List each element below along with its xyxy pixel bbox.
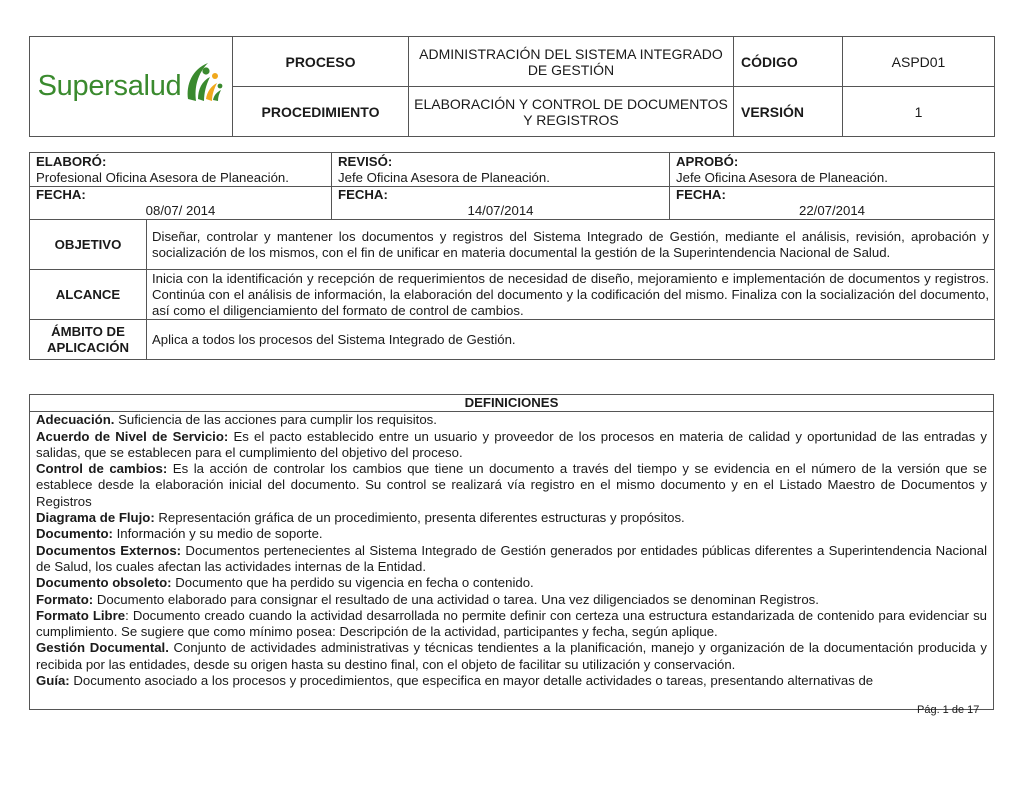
definition-item	[36, 543, 987, 576]
definitions-title: DEFINICIONES	[30, 395, 994, 412]
definition-item	[36, 412, 987, 428]
procedimiento-label: PROCEDIMIENTO	[233, 87, 409, 137]
reviso-label: REVISÓ:	[338, 153, 393, 169]
definition-term: Formato Libre	[36, 607, 126, 623]
ambito-label: ÁMBITO DE APLICACIÓN	[30, 320, 147, 360]
version-label: VERSIÓN	[734, 87, 843, 137]
definition-item	[36, 526, 987, 542]
definition-term: Diagrama de Flujo:	[36, 510, 155, 526]
fecha-label: FECHA:	[338, 187, 388, 202]
definitions-list	[36, 412, 987, 689]
definition-text: Documentos pertenecientes al Sistema Integrado de Gestión generados por entidades públicas diferentes a Superintendencia Nacional de Salud, los cuales afectan las actividades internas de la Entidad.	[36, 542, 987, 574]
info-table	[29, 152, 995, 360]
definition-text: Información y su medio de soporte.	[112, 526, 323, 542]
reviso-cell	[332, 153, 670, 187]
fecha-elaboro-cell	[30, 187, 332, 220]
reviso-value: Jefe Oficina Asesora de Planeación.	[338, 169, 550, 185]
definition-text: Es la acción de controlar los cambios que tiene un documento a través del tiempo y se evidencia en el número de la versión que se establece desde la elaboración inicial del documento. Su control se realizará vía registro en el mismo documento y en el Listado Maestro de Documentos y Registros	[36, 461, 987, 509]
logo-figures-icon	[182, 59, 224, 107]
fecha-reviso-cell	[332, 187, 670, 220]
definition-item	[36, 608, 987, 641]
fecha-label: FECHA:	[36, 187, 86, 202]
fecha-reviso-value: 14/07/2014	[467, 203, 534, 218]
fecha-aprobo-value: 22/07/2014	[799, 203, 866, 218]
codigo-value: ASPD01	[843, 37, 995, 87]
objetivo-text: Diseñar, controlar y mantener los documentos y registros del Sistema Integrado de Gestión, mediante el análisis, revisión, aprobación y socialización de los mismos, con el fin de unificar en materia documental la gestión de la Superintendencia Nacional de Salud.	[147, 220, 995, 270]
aprobo-value: Jefe Oficina Asesora de Planeación.	[676, 169, 888, 185]
procedimiento-value: ELABORACIÓN Y CONTROL DE DOCUMENTOS Y REGISTROS	[409, 87, 734, 137]
elaboro-value: Profesional Oficina Asesora de Planeación.	[36, 169, 289, 185]
definition-item	[36, 673, 987, 689]
codigo-label: CÓDIGO	[734, 37, 843, 87]
alcance-label: ALCANCE	[30, 270, 147, 320]
definition-text: Conjunto de actividades administrativas y técnicas tendientes a la planificación, manejo y organización de la documentación producida y recibida por las entidades, desde su origen hasta su destino final, con el objeto de facilitar su utilización y conservación.	[36, 640, 987, 672]
aprobo-label: APROBÓ:	[676, 153, 739, 169]
definition-item	[36, 592, 987, 608]
document-header-table	[29, 36, 995, 137]
definition-text: Representación gráfica de un procedimiento, presenta diferentes estructuras y propósitos.	[154, 510, 685, 526]
definitions-body	[30, 412, 994, 710]
elaboro-cell	[30, 153, 332, 187]
supersalud-logo	[30, 38, 232, 136]
logo-cell	[30, 37, 233, 137]
fecha-elaboro-value: 08/07/ 2014	[145, 203, 216, 218]
objetivo-label: OBJETIVO	[30, 220, 147, 270]
definition-term: Adecuación.	[36, 412, 115, 428]
definition-term: Gestión Documental.	[36, 640, 169, 656]
definition-text: Documento asociado a los procesos y procedimientos, que especifica en mayor detalle actividades o tareas, presentando alternativas de	[69, 673, 874, 689]
proceso-label: PROCESO	[233, 37, 409, 87]
definition-term: Documentos Externos:	[36, 542, 182, 558]
version-value: 1	[843, 87, 995, 137]
definition-text: Documento elaborado para consignar el resultado de una actividad o tarea. Una vez diligenciados se denominan Registros.	[93, 591, 819, 607]
definition-item	[36, 510, 987, 526]
definition-text: Documento que ha perdido su vigencia en fecha o contenido.	[171, 575, 534, 591]
definition-item	[36, 429, 987, 462]
definition-item	[36, 461, 987, 510]
definition-item	[36, 575, 987, 591]
aprobo-cell	[670, 153, 995, 187]
page-number: Pág. 1 de 17	[917, 704, 980, 716]
definition-text: Es el pacto establecido entre un usuario y proveedor de los procesos en materia de calidad y oportunidad de las entradas y salidas, que se establecen para el cumplimiento del objetivo del proceso.	[36, 428, 987, 460]
logo-wordmark: Supersalud	[37, 70, 182, 102]
proceso-value: ADMINISTRACIÓN DEL SISTEMA INTEGRADO DE GESTIÓN	[409, 37, 734, 87]
definition-term: Documento obsoleto:	[36, 575, 172, 591]
definition-term: Guía:	[36, 673, 70, 689]
fecha-label: FECHA:	[676, 187, 726, 202]
definition-term: Control de cambios:	[36, 461, 168, 477]
ambito-text: Aplica a todos los procesos del Sistema Integrado de Gestión.	[147, 320, 995, 360]
elaboro-label: ELABORÓ:	[36, 153, 107, 169]
definition-term: Acuerdo de Nivel de Servicio:	[36, 428, 229, 444]
alcance-text: Inicia con la identificación y recepción de requerimientos de necesidad de diseño, mejoramiento e implementación de documentos y registros. Continúa con el análisis de información, la elaboración del documento y la codificación del mismo. Finaliza con la socialización del documento, así como el diligenciamiento del formato de control de cambios.	[147, 270, 995, 320]
fecha-aprobo-cell	[670, 187, 995, 220]
definition-text: : Documento creado cuando la actividad desarrollada no permite definir con certeza una estructura estandarizada de contenido para evidenciar su cumplimiento. Se sugiere que como mínimo posea: Descripción de la actividad, participantes y fecha, según aplique.	[36, 607, 987, 640]
definition-item	[36, 640, 987, 673]
definition-term: Documento:	[36, 526, 113, 542]
definition-term: Formato:	[36, 591, 94, 607]
definitions-table	[29, 394, 994, 710]
definition-text: Suficiencia de las acciones para cumplir los requisitos.	[114, 412, 437, 428]
